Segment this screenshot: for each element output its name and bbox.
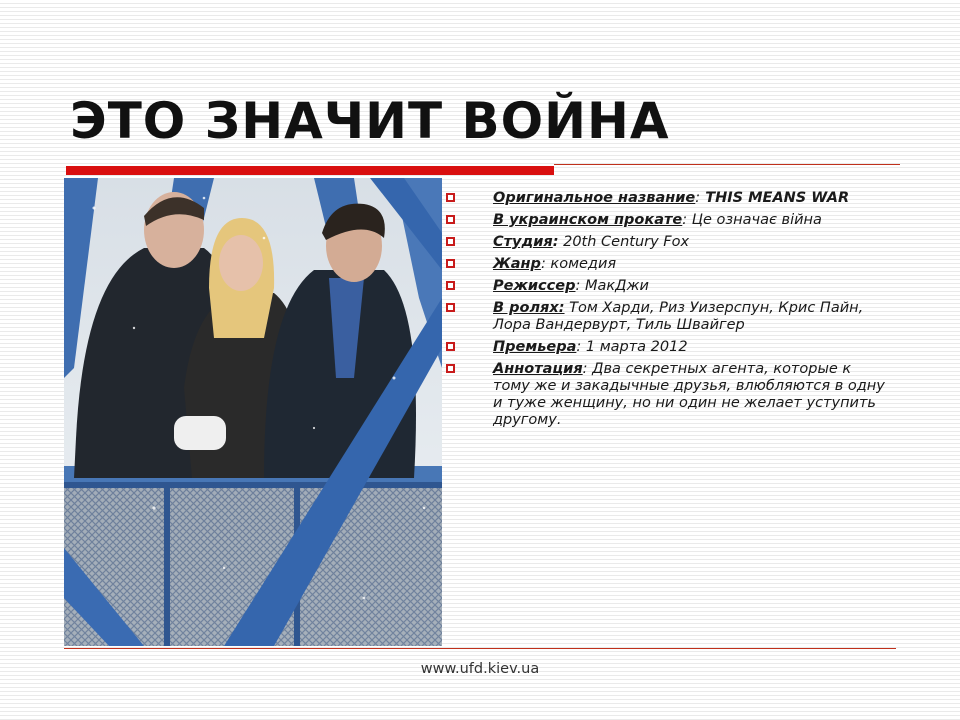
detail-label: Премьера	[493, 339, 577, 355]
square-bullet-icon	[446, 259, 455, 268]
detail-original-title: Оригинальное название: THIS MEANS WAR	[443, 190, 891, 207]
detail-value: комедия	[545, 256, 617, 272]
square-bullet-icon	[446, 281, 455, 290]
detail-studio: Студия: 20th Century Fox	[443, 234, 891, 251]
detail-genre: Жанр: комедия	[443, 256, 891, 273]
square-bullet-icon	[446, 237, 455, 246]
detail-ukraine-title: В украинском прокате: Це означає війна	[443, 212, 891, 229]
movie-still-photo	[64, 178, 442, 646]
detail-label: Оригинальное название	[493, 190, 696, 206]
square-bullet-icon	[446, 364, 455, 373]
detail-label: Студия	[493, 234, 553, 250]
detail-value: 1 марта 2012	[581, 339, 688, 355]
square-bullet-icon	[446, 193, 455, 202]
footer-divider	[64, 648, 896, 649]
title-underline-red	[66, 166, 554, 175]
film-details-list	[443, 190, 891, 434]
detail-premiere: Премьера: 1 марта 2012	[443, 339, 891, 356]
detail-value: Два секретных агента, которые к тому же и закадычные друзья, влюбляются в одну и туже женщину, но ни один не желает уступить другому.	[493, 361, 885, 428]
square-bullet-icon	[446, 342, 455, 351]
detail-label: Жанр	[493, 256, 541, 272]
square-bullet-icon	[446, 303, 455, 312]
footer-website: www.ufd.kiev.ua	[420, 661, 540, 677]
square-bullet-icon	[446, 215, 455, 224]
detail-value: THIS MEANS WAR	[700, 190, 850, 206]
detail-label: Аннотация	[493, 361, 583, 377]
detail-director: Режиссер: МакДжи	[443, 278, 891, 295]
title-underline-thin	[554, 164, 900, 165]
detail-value: МакДжи	[580, 278, 649, 294]
detail-value: Том Харди, Риз Уизерспун, Крис Пайн, Лора Вандервурт, Тиль Швайгер	[493, 300, 864, 333]
slide-title: ЭТО ЗНАЧИТ ВОЙНА	[70, 92, 670, 150]
detail-label: В ролях:	[493, 300, 565, 316]
detail-cast	[443, 300, 891, 334]
detail-label: Режиссер	[493, 278, 576, 294]
detail-value: 20th Century Fox	[558, 234, 690, 250]
detail-value: Це означає війна	[687, 212, 822, 228]
detail-annotation: Аннотация: Два секретных агента, которые к тому же и закадычные друзья, влюбляются в одну и туже женщину, но ни один не желает уступить другому.	[443, 361, 891, 429]
detail-label: В украинском прокате	[493, 212, 683, 228]
